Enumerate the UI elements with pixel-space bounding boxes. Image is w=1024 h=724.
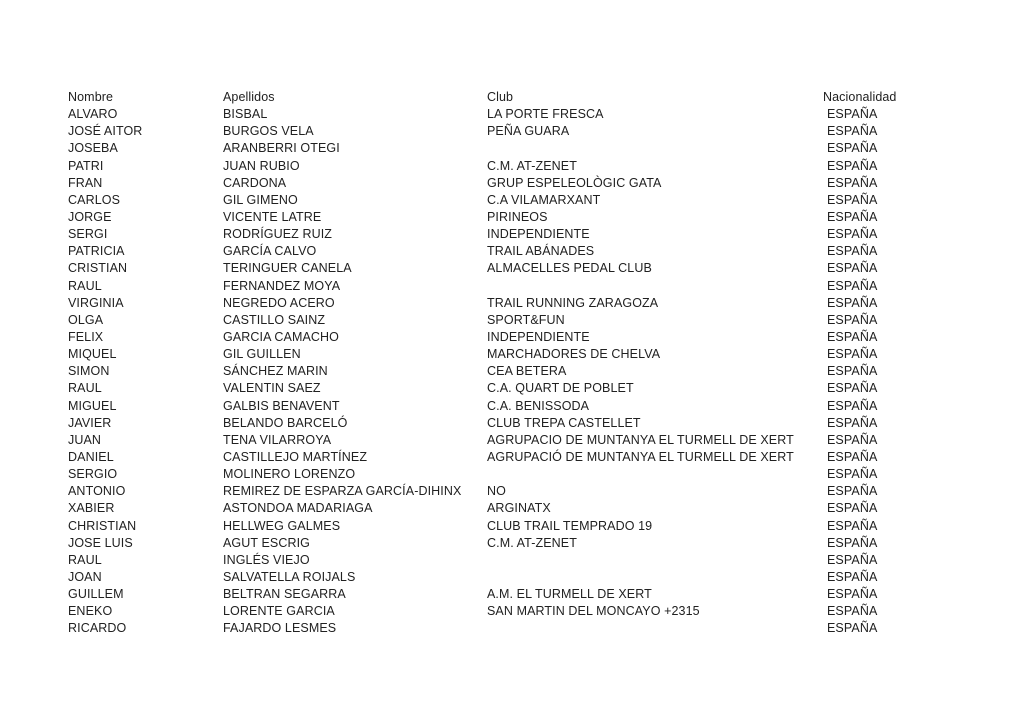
cell-nacionalidad: ESPAÑA (827, 107, 878, 122)
cell-apellidos: ARANBERRI OTEGI (223, 141, 340, 156)
cell-apellidos: SÁNCHEZ MARIN (223, 364, 328, 379)
cell-nacionalidad: ESPAÑA (827, 141, 878, 156)
cell-nacionalidad: ESPAÑA (827, 364, 878, 379)
cell-apellidos: BURGOS VELA (223, 124, 314, 139)
cell-nacionalidad: ESPAÑA (827, 501, 878, 516)
cell-nombre: ENEKO (68, 604, 113, 619)
cell-club (487, 140, 823, 157)
cell-club (487, 620, 823, 637)
cell-apellidos: SALVATELLA ROIJALS (223, 569, 356, 584)
cell-nombre: SERGIO (68, 467, 118, 482)
cell-nacionalidad: ESPAÑA (827, 295, 878, 310)
cell-apellidos: BISBAL (223, 107, 268, 122)
cell-nombre: RAUL (68, 278, 102, 293)
table-header-row (68, 89, 984, 106)
column-header-nombre: Nombre (68, 90, 114, 104)
cell-club: MARCHADORES DE CHELVA (487, 347, 661, 362)
cell-nacionalidad: ESPAÑA (827, 484, 878, 499)
column-header-club: Club (487, 90, 514, 104)
cell-club: NO (487, 484, 506, 499)
cell-club: SAN MARTIN DEL MONCAYO +2315 (487, 604, 700, 619)
cell-club: C.M. AT-ZENET (487, 158, 577, 173)
cell-apellidos: HELLWEG GALMES (223, 518, 341, 533)
table-row (68, 329, 984, 346)
table-row (68, 466, 984, 483)
cell-club: TRAIL ABÁNADES (487, 244, 595, 259)
table-row (68, 535, 984, 552)
table-row (68, 552, 984, 569)
cell-nombre: GUILLEM (68, 587, 124, 602)
cell-apellidos: FERNANDEZ MOYA (223, 278, 341, 293)
table-body (68, 106, 984, 637)
participant-table (68, 89, 984, 638)
cell-apellidos: REMIREZ DE ESPARZA GARCÍA-DIHINX (223, 484, 462, 499)
cell-club: TRAIL RUNNING ZARAGOZA (487, 295, 659, 310)
cell-nombre: MIQUEL (68, 347, 117, 362)
cell-nacionalidad: ESPAÑA (827, 415, 878, 430)
cell-club: CEA BETERA (487, 364, 567, 379)
cell-club: LA PORTE FRESCA (487, 107, 604, 122)
cell-nacionalidad: ESPAÑA (827, 261, 878, 276)
cell-club: C.A. QUART DE POBLET (487, 381, 634, 396)
cell-club: AGRUPACIO DE MUNTANYA EL TURMELL DE XERT (487, 432, 794, 447)
cell-apellidos: GIL GUILLEN (223, 347, 301, 362)
cell-club: SPORT&FUN (487, 312, 565, 327)
table-row (68, 295, 984, 312)
cell-apellidos: AGUT ESCRIG (223, 535, 310, 550)
cell-apellidos: FAJARDO LESMES (223, 621, 337, 636)
cell-apellidos: GARCÍA CALVO (223, 244, 317, 259)
table-row (68, 123, 984, 140)
cell-nacionalidad: ESPAÑA (827, 449, 878, 464)
cell-nacionalidad: ESPAÑA (827, 569, 878, 584)
cell-apellidos: VALENTIN SAEZ (223, 381, 321, 396)
cell-apellidos: MOLINERO LORENZO (223, 467, 356, 482)
column-header-nacionalidad: Nacionalidad (823, 90, 897, 104)
cell-nacionalidad: ESPAÑA (827, 604, 878, 619)
table-row (68, 175, 984, 192)
cell-club (487, 278, 823, 295)
table-row (68, 586, 984, 603)
table-row (68, 620, 984, 637)
cell-nombre: CHRISTIAN (68, 518, 137, 533)
cell-nacionalidad: ESPAÑA (827, 175, 878, 190)
cell-nombre: SIMON (68, 364, 110, 379)
cell-nombre: MIGUEL (68, 398, 117, 413)
table-row (68, 380, 984, 397)
cell-apellidos: TENA VILARROYA (223, 432, 332, 447)
cell-nombre: RAUL (68, 552, 102, 567)
cell-nacionalidad: ESPAÑA (827, 192, 878, 207)
table-row (68, 432, 984, 449)
cell-nombre: JOAN (68, 569, 102, 584)
cell-nombre: JAVIER (68, 415, 112, 430)
table-row (68, 518, 984, 535)
cell-nacionalidad: ESPAÑA (827, 227, 878, 242)
table-row (68, 603, 984, 620)
cell-club: PEÑA GUARA (487, 124, 570, 139)
cell-nacionalidad: ESPAÑA (827, 312, 878, 327)
cell-nacionalidad: ESPAÑA (827, 124, 878, 139)
cell-club: GRUP ESPELEOLÒGIC GATA (487, 175, 662, 190)
table-row (68, 140, 984, 157)
table-row (68, 398, 984, 415)
cell-club: INDEPENDIENTE (487, 329, 590, 344)
table-row (68, 312, 984, 329)
cell-apellidos: RODRÍGUEZ RUIZ (223, 227, 333, 242)
cell-club: AGRUPACIÓ DE MUNTANYA EL TURMELL DE XERT (487, 449, 794, 464)
cell-club: CLUB TREPA CASTELLET (487, 415, 641, 430)
cell-nombre: FRAN (68, 175, 103, 190)
cell-apellidos: NEGREDO ACERO (223, 295, 335, 310)
table-row (68, 363, 984, 380)
cell-nacionalidad: ESPAÑA (827, 278, 878, 293)
table-row (68, 278, 984, 295)
table-row (68, 260, 984, 277)
cell-club: C.M. AT-ZENET (487, 535, 577, 550)
cell-nacionalidad: ESPAÑA (827, 467, 878, 482)
cell-nacionalidad: ESPAÑA (827, 209, 878, 224)
cell-nombre: OLGA (68, 312, 104, 327)
cell-nombre: FELIX (68, 329, 104, 344)
cell-nombre: CARLOS (68, 192, 121, 207)
table-row (68, 449, 984, 466)
cell-nombre: RICARDO (68, 621, 127, 636)
cell-club: INDEPENDIENTE (487, 227, 590, 242)
cell-nombre: ANTONIO (68, 484, 126, 499)
cell-club: CLUB TRAIL TEMPRADO 19 (487, 518, 653, 533)
table-row (68, 346, 984, 363)
cell-nacionalidad: ESPAÑA (827, 535, 878, 550)
cell-apellidos: INGLÉS VIEJO (223, 552, 310, 567)
cell-nombre: PATRICIA (68, 244, 125, 259)
cell-nacionalidad: ESPAÑA (827, 398, 878, 413)
cell-apellidos: JUAN RUBIO (223, 158, 300, 173)
cell-nombre: PATRI (68, 158, 104, 173)
table-row (68, 415, 984, 432)
cell-apellidos: GALBIS BENAVENT (223, 398, 340, 413)
cell-apellidos: CASTILLEJO MARTÍNEZ (223, 449, 368, 464)
cell-nacionalidad: ESPAÑA (827, 381, 878, 396)
table-row (68, 500, 984, 517)
cell-nombre: CRISTIAN (68, 261, 128, 276)
cell-apellidos: TERINGUER CANELA (223, 261, 352, 276)
cell-nombre: JORGE (68, 209, 112, 224)
cell-apellidos: GARCIA CAMACHO (223, 329, 339, 344)
cell-nombre: SERGI (68, 227, 108, 242)
cell-nombre: VIRGINIA (68, 295, 124, 310)
cell-nacionalidad: ESPAÑA (827, 244, 878, 259)
cell-nombre: RAUL (68, 381, 102, 396)
cell-nombre: JUAN (68, 432, 102, 447)
cell-nombre: XABIER (68, 501, 115, 516)
cell-club (487, 466, 823, 483)
cell-apellidos: CARDONA (223, 175, 287, 190)
cell-club: PIRINEOS (487, 209, 548, 224)
cell-club: C.A VILAMARXANT (487, 192, 601, 207)
cell-nombre: JOSEBA (68, 141, 118, 156)
table-row (68, 106, 984, 123)
table-row (68, 226, 984, 243)
cell-club (487, 552, 823, 569)
cell-nacionalidad: ESPAÑA (827, 158, 878, 173)
cell-nombre: ALVARO (68, 107, 118, 122)
cell-club (487, 569, 823, 586)
cell-apellidos: LORENTE GARCIA (223, 604, 335, 619)
cell-nombre: JOSÉ AITOR (68, 124, 143, 139)
cell-apellidos: BELANDO BARCELÓ (223, 415, 348, 430)
table-row (68, 192, 984, 209)
cell-nombre: DANIEL (68, 449, 114, 464)
table-row (68, 243, 984, 260)
column-header-apellidos: Apellidos (223, 90, 275, 104)
cell-nacionalidad: ESPAÑA (827, 552, 878, 567)
cell-nacionalidad: ESPAÑA (827, 621, 878, 636)
table-row (68, 569, 984, 586)
cell-club: ALMACELLES PEDAL CLUB (487, 261, 652, 276)
cell-club: C.A. BENISSODA (487, 398, 590, 413)
cell-nacionalidad: ESPAÑA (827, 432, 878, 447)
cell-nacionalidad: ESPAÑA (827, 587, 878, 602)
table-row (68, 158, 984, 175)
cell-apellidos: CASTILLO SAINZ (223, 312, 326, 327)
table-row (68, 209, 984, 226)
cell-club: A.M. EL TURMELL DE XERT (487, 587, 652, 602)
cell-apellidos: BELTRAN SEGARRA (223, 587, 346, 602)
cell-club: ARGINATX (487, 501, 551, 516)
cell-apellidos: GIL GIMENO (223, 192, 298, 207)
table-row (68, 483, 984, 500)
cell-apellidos: VICENTE LATRE (223, 209, 322, 224)
cell-nacionalidad: ESPAÑA (827, 329, 878, 344)
cell-nacionalidad: ESPAÑA (827, 518, 878, 533)
cell-nacionalidad: ESPAÑA (827, 347, 878, 362)
cell-apellidos: ASTONDOA MADARIAGA (223, 501, 373, 516)
cell-nombre: JOSE LUIS (68, 535, 133, 550)
